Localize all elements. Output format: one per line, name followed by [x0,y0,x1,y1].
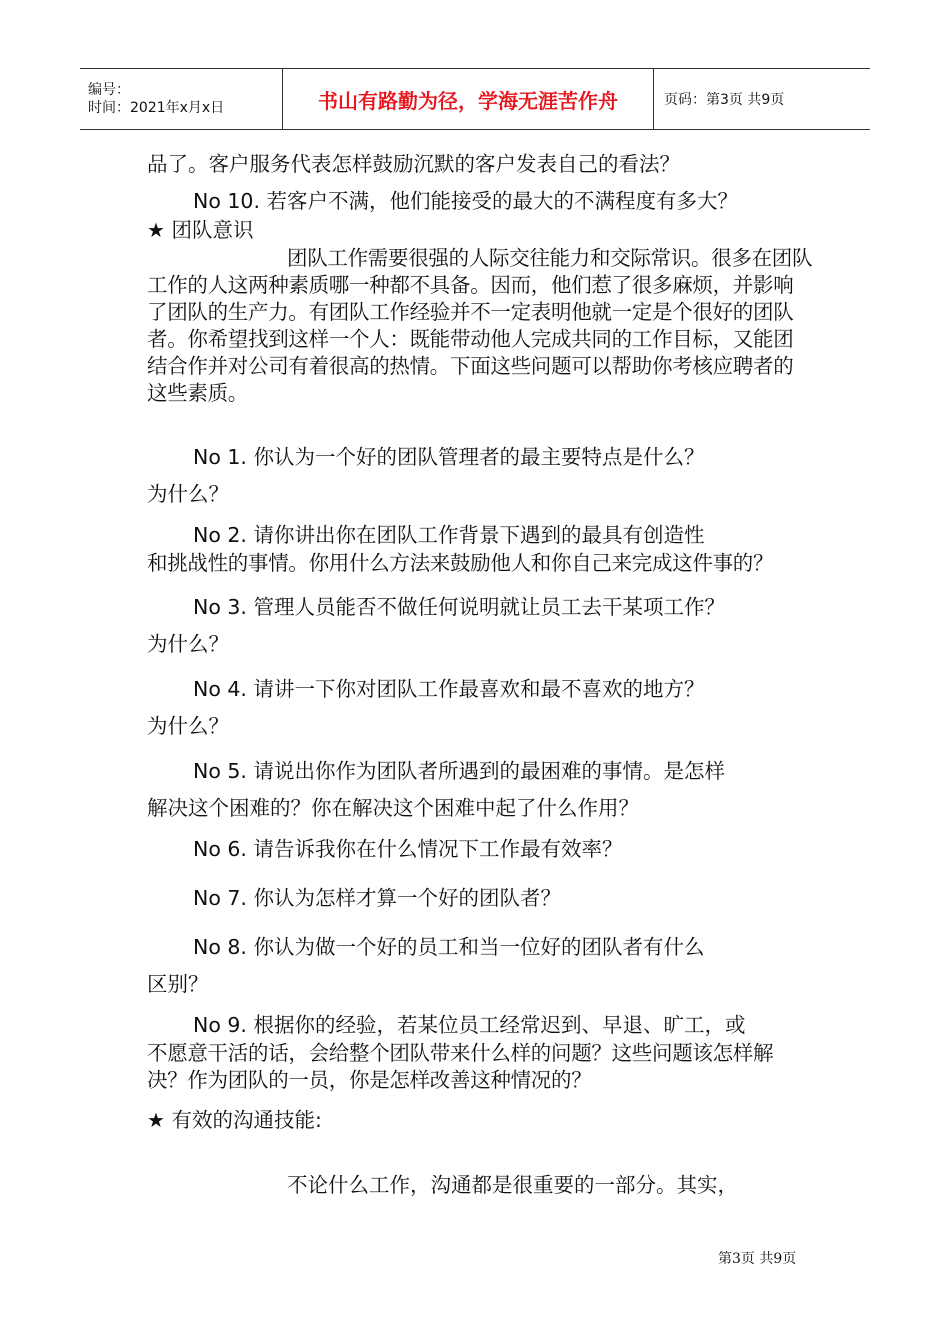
question-continuation: 为什么？ [147,714,229,738]
section-heading-communication [147,1106,813,1135]
question-line: No 7. 你认为怎样才算一个好的团队者？ [193,886,561,910]
question-item [147,443,813,509]
question-line: No 3. 管理人员能否不做任何说明就让员工去干某项工作？ [193,595,725,619]
section-intro-paragraph: 不论什么工作，沟通都是很重要的一部分。其实， [287,1173,738,1197]
question-item [147,675,813,741]
question-line: No 9. 根据你的经验，若某位员工经常迟到、早退、旷工，或 [193,1013,746,1037]
question-line: No 8. 你认为做一个好的员工和当一位好的团队者有什么 [193,935,705,959]
question-item [147,757,813,823]
header-meta [80,69,282,129]
question-continuation: 为什么？ [147,482,229,506]
question-line: No 6. 请告诉我你在什么情况下工作最有效率？ [193,837,623,861]
question-item [147,933,813,999]
star-icon: ★ [147,218,165,242]
question-item [147,593,813,659]
question-item [147,884,813,913]
question-list [147,443,813,1094]
section-intro-paragraph: 团队工作需要很强的人际交往能力和交际常识。很多在团队工作的人这两种素质哪一种都不具备。因而，他们惹了很多麻烦，并影响了团队的生产力。有团队工作经验并不一定表明他就一定是个很好的团队者。你希望找到这样一个人：既能带动他人完成共同的工作目标，又能团结合作并对公司有着很高的热情。下面这些问题可以帮助你考核应聘者的这些素质。 [147,246,813,405]
question-line: No 2. 请你讲出你在团队工作背景下遇到的最具有创造性 [193,523,705,547]
question-continuation: 和挑战性的事情。你用什么方法来鼓励他人和你自己来完成这件事的？ [147,551,774,575]
question-item [147,835,813,864]
question-continuation: 区别？ [147,972,209,996]
continued-line: 品了。客户服务代表怎样鼓励沉默的客户发表自己的看法？ [147,152,680,176]
section-heading-teamwork [147,216,813,245]
question-line: No 1. 你认为一个好的团队管理者的最主要特点是什么？ [193,445,705,469]
number-label: 编号： [88,82,130,98]
question-line: No 4. 请讲一下你对团队工作最喜欢和最不喜欢的地方？ [193,677,705,701]
section-title: 团队意识 [171,218,254,242]
question-10: No 10. 若客户不满，他们能接受的最大的不满程度有多大？ [193,189,739,213]
time-label: 时间：2021年x月x日 [88,100,225,116]
page-header [80,68,870,130]
section-title: 有效的沟通技能: [171,1108,322,1132]
question-line: No 5. 请说出你作为团队者所遇到的最困难的事情。是怎样 [193,759,725,783]
document-body [147,150,813,1200]
question-continuation: 不愿意干活的话，会给整个团队带来什么样的问题？这些问题该怎样解决？作为团队的一员，你是怎样改善这种情况的？ [147,1041,774,1092]
question-item [147,1011,813,1094]
question-continuation: 解决这个困难的？你在解决这个困难中起了什么作用？ [147,796,639,820]
header-page-code: 页码：第3页 共9页 [664,92,785,108]
page-footer: 第3页 共9页 [718,1251,797,1267]
star-icon: ★ [147,1108,165,1132]
header-motto: 书山有路勤为径，学海无涯苦作舟 [282,69,654,129]
question-item [147,521,813,577]
question-continuation: 为什么？ [147,632,229,656]
